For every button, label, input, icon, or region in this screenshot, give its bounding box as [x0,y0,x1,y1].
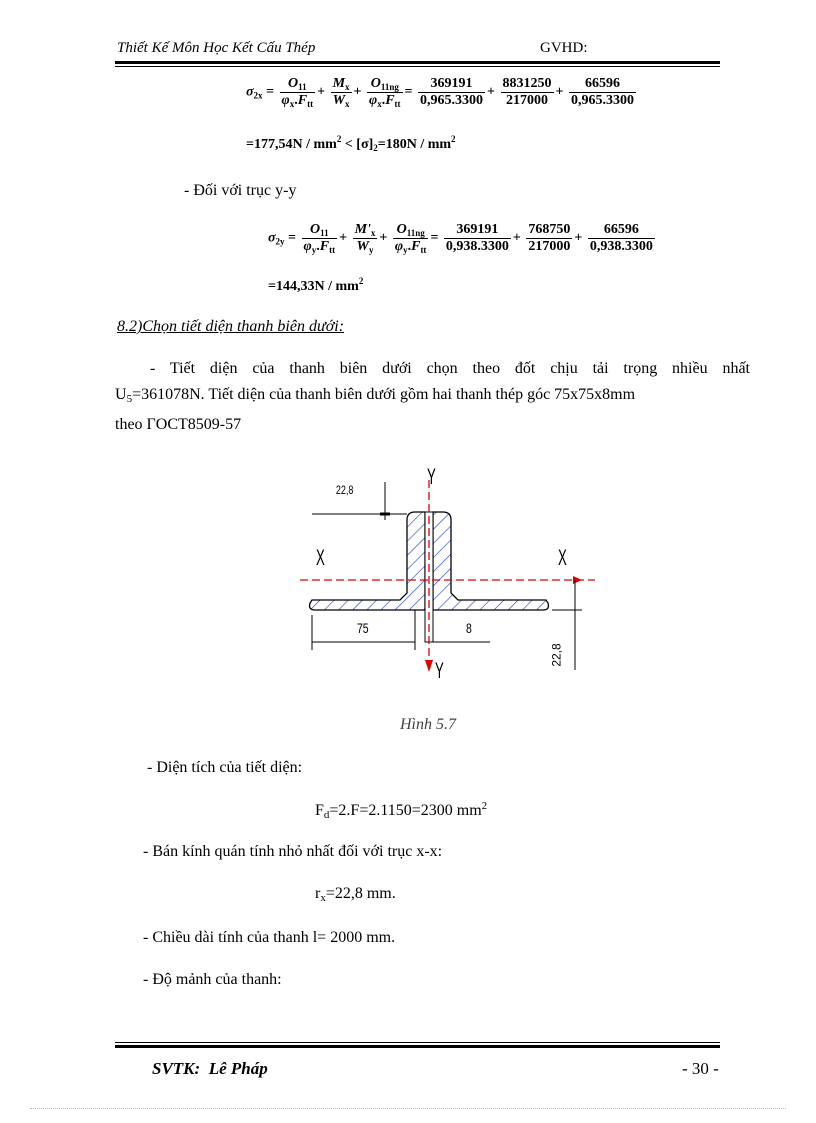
footer-author: SVTK: Lê Pháp [152,1059,268,1078]
area-label: - Diện tích của tiết diện: [147,759,303,776]
header-rule-thick [115,61,720,64]
dim-top-label: 22,8 [335,483,354,497]
header-rule-thin [115,66,720,67]
paragraph-line-2: $U_5=361078N$. Tiết diện của thanh biên dưới gồm hai thanh thép góc 75x75x8mm [115,386,636,405]
header-gvhd: GVHD: [540,40,588,56]
equation-y-result: $=144,33N / mm^2$ [268,276,364,294]
dim-right-label: 8 [465,620,472,636]
slenderness-label: - Độ mảnh của thanh: [143,971,282,988]
y-axis-arrow [425,660,433,672]
figure-caption: Hình 5.7 [400,716,456,733]
area-formula: $F_d=2.F=2.1150=2300$ $mm^2$ [315,800,488,821]
radius-label: - Bán kính quán tính nhỏ nhất đối với trục x-x: [143,843,443,860]
right-angle-shape [433,512,548,610]
paragraph [115,356,750,438]
header-title: Thiết Kế Môn Học Kết Cấu Thép [117,40,316,56]
equation-y: $\sigma_{2y}$ = $\frac{O_{11}}{\varphi_y.F_{tt}}$ + $\frac{M'_x}{W_y}$ + $\frac{O_{11ng}}{\varphi_y.F_{tt}}$ = $\frac{369191}{0,938.3300}$ + $\frac{768750}{217000}$ + $\frac{66596}{0,938.3300}$ [268,222,653,255]
axis-y-top-label: Y [426,464,436,489]
axis-x-left-label: X [315,545,325,570]
radius-formula: $r_x=22,8$ mm. [315,885,396,904]
length-label: - Chiều dài tính của thanh l= 2000 mm. [143,929,396,946]
paragraph-line-3: theo ΓOCT8509-57 [115,416,242,433]
axis-x-right-label: X [557,545,567,570]
page-number: - 30 - [682,1059,719,1078]
axis-y-bottom-label: Y [434,658,444,683]
footer-rule-thin [115,1042,720,1043]
axis-y-label: - Đối với trục y-y [184,182,297,199]
equation-x: $\sigma_{2x}$ = $\frac{O_{11}}{\varphi_x.F_{tt}}$ + $\frac{M_x}{W_x}$ + $\frac{O_{11ng}}{\varphi_x.F_{tt}}$ = $\frac{369191}{0,965.3300}$ + $\frac{8831250}{217000}$ + $\frac{66596}{0,965.3300}$ [246,76,634,109]
dim-left-label: 75 [356,620,369,636]
footer-rule-thick [115,1045,720,1048]
left-angle-shape [310,512,425,610]
section-heading: 8.2)Chọn tiết diện thanh biên dưới: [117,318,345,335]
paragraph-line-1: - Tiết diện của thanh biên dưới chọn theo đốt chịu tải trọng nhiều nhất [150,360,750,377]
dim-vertical-label: 22,8 [549,643,564,667]
page-bottom-border [30,1108,786,1109]
equation-x-result: $=177,54N / mm^2 < [\sigma]_2=180N / mm^2$ [246,134,456,153]
x-axis-arrow [573,576,582,584]
